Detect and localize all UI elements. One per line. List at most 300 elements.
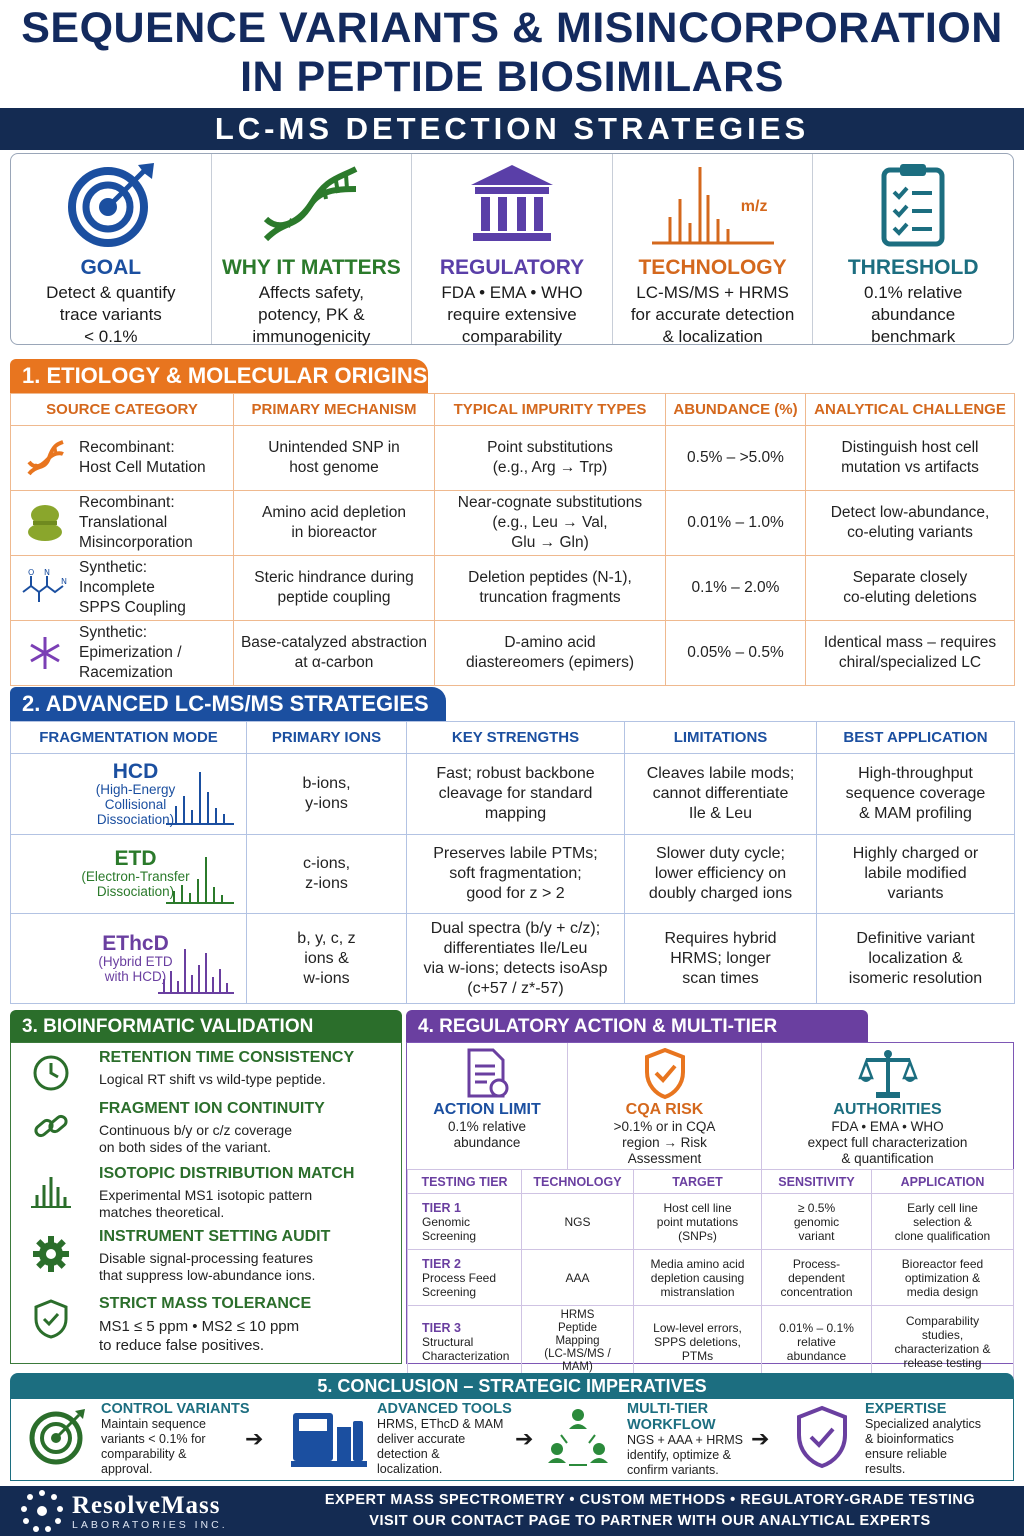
summary-panel xyxy=(10,153,1014,345)
cell-line: Preserves labile PTMs; xyxy=(433,845,598,862)
cell-line: (c+57 / z*-57) xyxy=(467,979,564,997)
card-action-limit xyxy=(407,1043,567,1169)
technology-cell xyxy=(522,1194,634,1250)
technology-cell xyxy=(522,1306,634,1378)
cell-line: localization. xyxy=(377,1462,443,1476)
cell-line: MAM) xyxy=(562,1361,593,1373)
institution-icon xyxy=(412,158,612,250)
cell-line: Dissociation) xyxy=(96,884,175,899)
summary-text xyxy=(11,282,211,348)
cell-line: that suppress low-abundance ions. xyxy=(99,1267,316,1283)
cell-line: isomeric resolution xyxy=(848,969,983,987)
cell-line: Peptide xyxy=(557,1322,597,1334)
section3-title: 3. BIOINFORMATIC VALIDATION xyxy=(10,1010,402,1044)
source-cell xyxy=(11,558,233,618)
gear-icon xyxy=(31,1234,71,1274)
summary-heading: THRESHOLD xyxy=(847,256,979,279)
cell-line: ensure reliable xyxy=(865,1447,947,1461)
challenge-cell xyxy=(806,491,1015,556)
cell-line: detection & xyxy=(377,1447,440,1461)
title-line-1: SEQUENCE VARIANTS & MISINCORPORATION xyxy=(21,4,1003,52)
summary-line: FDA • EMA • WHO xyxy=(441,283,583,302)
cell-line: & bioinformatics xyxy=(865,1432,954,1446)
card-heading: AUTHORITIES xyxy=(833,1101,942,1118)
cell-line: (High-Energy xyxy=(95,781,176,797)
cell-line: Ile & Leu xyxy=(688,805,753,822)
conclusion-body xyxy=(377,1401,517,1477)
summary-text xyxy=(813,282,1013,348)
spectrum-icon xyxy=(158,945,234,995)
cell-line: Base-catalyzed abstraction xyxy=(240,634,428,651)
ribosome-icon xyxy=(21,501,69,545)
shield-check-icon xyxy=(31,1299,71,1339)
table-header-row xyxy=(11,722,1015,754)
conclusion-body xyxy=(101,1401,251,1477)
mode-name: ETD xyxy=(114,847,157,870)
summary-line: comparability xyxy=(461,327,563,346)
summary-technology xyxy=(612,154,813,344)
cell-line: mapping xyxy=(484,805,547,822)
summary-why-it-matters xyxy=(211,154,412,344)
cell-line: optimization & xyxy=(904,1270,981,1285)
cell-line: confirm variants. xyxy=(627,1463,719,1477)
cell-line: Unintended SNP in xyxy=(268,439,400,456)
impurity-cell xyxy=(435,491,666,556)
cell-line: 0.01% – 0.1% xyxy=(779,1320,854,1335)
table-row xyxy=(408,1306,1014,1378)
summary-line: LC-MS/MS + HRMS xyxy=(636,283,789,302)
abundance-cell: 0.01% – 1.0% xyxy=(666,491,806,556)
page-title xyxy=(0,4,1024,102)
cell-line: ≥ 0.5% xyxy=(797,1200,836,1215)
source-text xyxy=(79,493,193,553)
cell-line: comparability & xyxy=(101,1447,187,1461)
summary-line: Affects safety, xyxy=(258,283,364,302)
cell-line: release testing xyxy=(903,1355,982,1370)
cell-line: Dissociation) xyxy=(96,811,175,827)
column-header: LIMITATIONS xyxy=(625,722,817,754)
summary-line: < 0.1% xyxy=(84,327,138,346)
cell-line: expect full characterization xyxy=(807,1135,968,1150)
target-cell xyxy=(634,1194,762,1250)
cell-line: studies, xyxy=(921,1327,964,1342)
section5-title: 5. CONCLUSION – STRATEGIC IMPERATIVES xyxy=(10,1373,1014,1399)
cell-line: Screening xyxy=(422,1228,477,1243)
cell-line: on both sides of the variant. xyxy=(99,1139,271,1155)
table-row xyxy=(11,914,1015,1004)
mode-name: HCD xyxy=(112,759,159,783)
cell-line: Requires hybrid xyxy=(664,929,777,947)
target-cell xyxy=(634,1306,762,1378)
tier-cell xyxy=(408,1194,522,1250)
shield-check-icon xyxy=(568,1043,761,1101)
target-icon xyxy=(29,1407,87,1465)
column-header: SOURCE CATEGORY xyxy=(11,394,234,426)
cell-line: variants < 0.1% for xyxy=(101,1432,206,1446)
summary-line: benchmark xyxy=(871,327,956,346)
cell-line: Low-level errors, xyxy=(653,1320,742,1335)
column-header: ABUNDANCE (%) xyxy=(666,394,806,426)
challenge-cell xyxy=(806,556,1015,621)
tier-cell xyxy=(408,1306,522,1378)
cell-line: Incomplete xyxy=(79,579,155,596)
challenge-cell xyxy=(806,621,1015,686)
card-cqa-risk xyxy=(567,1043,761,1169)
summary-line: immunogenicity xyxy=(252,327,371,346)
impurity-cell xyxy=(435,556,666,621)
logo-icon xyxy=(20,1489,64,1533)
cell-line: (LC-MS/MS / xyxy=(544,1348,611,1360)
cell-line: SPPS deletions, xyxy=(654,1334,741,1349)
cell-line: Screening xyxy=(422,1284,477,1299)
cell-line: Disable signal-processing features xyxy=(99,1250,313,1266)
cell-line: deliver accurate xyxy=(377,1432,466,1446)
cell-line: Genomic xyxy=(422,1214,471,1229)
ions-cell xyxy=(247,914,407,1004)
cell-line: >0.1% or in CQA xyxy=(613,1119,716,1134)
cell-line: localization & xyxy=(868,949,963,967)
logo-subtitle: LABORATORIES INC. xyxy=(72,1519,228,1531)
cell-line: Comparability xyxy=(905,1313,980,1328)
cell-line: Point substitutions xyxy=(487,439,613,456)
summary-line: & localization xyxy=(662,327,763,346)
cell-line: clone qualification xyxy=(894,1228,991,1243)
cell-line: HRMS xyxy=(560,1309,595,1321)
checklist-icon xyxy=(813,158,1013,250)
impurity-cell xyxy=(435,426,666,491)
shield-check-icon xyxy=(795,1405,849,1469)
cell-line: c-ions, xyxy=(302,855,351,872)
conclusion-heading: MULTI-TIER xyxy=(627,1401,709,1417)
summary-line: Detect & quantify xyxy=(46,283,176,302)
cell-line: depletion causing xyxy=(650,1270,745,1285)
cell-line: Media amino acid xyxy=(650,1256,745,1271)
column-header: PRIMARY IONS xyxy=(247,722,407,754)
cell-line: b-ions, xyxy=(302,775,351,792)
conclusion-text xyxy=(101,1417,251,1477)
column-header: KEY STRENGTHS xyxy=(407,722,625,754)
cell-line: host genome xyxy=(289,459,379,476)
mode-cell-ethcd xyxy=(11,914,247,1004)
chain-link-icon xyxy=(31,1106,71,1146)
strengths-cell xyxy=(407,754,625,835)
svg-text:O: O xyxy=(28,568,35,577)
spectrum-icon xyxy=(166,855,234,905)
cell-line: abundance xyxy=(453,1135,521,1150)
cell-line: characterization & xyxy=(894,1341,991,1356)
column-header: BEST APPLICATION xyxy=(817,722,1015,754)
cell-line: selection & xyxy=(913,1214,972,1229)
application-cell xyxy=(817,754,1015,835)
cell-line: via w-ions; detects isoAsp xyxy=(423,959,608,977)
logo-name: ResolveMass xyxy=(72,1492,221,1519)
limitations-cell xyxy=(625,754,817,835)
cell-line: cleavage for standard xyxy=(438,785,593,802)
cell-line: Racemization xyxy=(79,664,173,681)
cell-line: Definitive variant xyxy=(856,929,975,947)
scales-icon xyxy=(762,1043,1013,1101)
cell-line: Steric hindrance during xyxy=(254,569,414,586)
cell-line: Characterization xyxy=(422,1348,510,1363)
arrow-right-icon: ➔ xyxy=(515,1427,534,1452)
etiology-table xyxy=(10,393,1015,686)
cell-line: (Hybrid ETD xyxy=(98,953,173,969)
team-cycle-icon xyxy=(545,1405,611,1471)
section1-title: 1. ETIOLOGY & MOLECULAR ORIGINS xyxy=(10,359,428,393)
abundance-cell: 0.5% – >5.0% xyxy=(666,426,806,491)
cell-line: MS1 ≤ 5 ppm • MS2 ≤ 10 ppm xyxy=(99,1318,300,1335)
subtitle-bar: LC-MS DETECTION STRATEGIES xyxy=(0,108,1024,150)
validation-heading: FRAGMENT ION CONTINUITY xyxy=(99,1100,325,1117)
column-header: SENSITIVITY xyxy=(762,1170,872,1194)
cell-line: Glu → Gln) xyxy=(511,534,589,551)
abundance-cell: 0.1% – 2.0% xyxy=(666,556,806,621)
cell-line: dependent xyxy=(788,1270,845,1285)
clock-icon xyxy=(31,1053,71,1093)
cell-line: Logical RT shift vs wild-type peptide. xyxy=(99,1071,326,1087)
cell-line: z-ions xyxy=(305,875,348,892)
conclusion-heading: CONTROL VARIANTS xyxy=(101,1401,250,1417)
bar-pattern-icon xyxy=(31,1171,71,1211)
cell-line: relative xyxy=(797,1334,836,1349)
cell-line: Mapping xyxy=(555,1335,600,1347)
arrow-right-icon: ➔ xyxy=(245,1427,264,1452)
cell-line: results. xyxy=(865,1462,906,1476)
cell-line: Deletion peptides (N-1), xyxy=(468,569,632,586)
molecule-icon xyxy=(21,568,69,608)
section4-title: 4. REGULATORY ACTION & MULTI-TIER xyxy=(406,1010,868,1044)
cell-line: cannot differentiate xyxy=(652,785,789,802)
column-header: TECHNOLOGY xyxy=(522,1170,634,1194)
cell-line: abundance xyxy=(786,1348,847,1363)
cell-line: co-eluting variants xyxy=(847,524,973,541)
validation-heading: INSTRUMENT SETTING AUDIT xyxy=(99,1228,331,1245)
cell-line: b, y, c, z xyxy=(297,929,356,947)
conclusion-heading: EXPERTISE xyxy=(865,1401,947,1417)
footer-services: EXPERT MASS SPECTROMETRY • CUSTOM METHODS • REGULATORY-GRADE TESTING xyxy=(324,1492,976,1508)
title-line-2: IN PEPTIDE BIOSIMILARS xyxy=(240,53,784,101)
mechanism-cell xyxy=(234,426,435,491)
mode-name: EThcD xyxy=(102,931,169,955)
cell-line: Recombinant: xyxy=(79,494,175,511)
cell-line: Identical mass – requires xyxy=(823,634,997,651)
target-cell xyxy=(634,1250,762,1306)
application-cell xyxy=(872,1250,1014,1306)
mechanism-cell xyxy=(234,621,435,686)
cell-line: diastereomers (epimers) xyxy=(466,654,634,671)
cell-line: good for z > 2 xyxy=(466,885,565,902)
card-heading: CQA RISK xyxy=(625,1101,704,1118)
cell-line: y-ions xyxy=(305,795,348,812)
table-header-row xyxy=(408,1170,1014,1194)
limitations-cell xyxy=(625,914,817,1004)
tier-name: TIER 1 xyxy=(422,1200,461,1215)
table-row xyxy=(11,556,1015,621)
source-cell xyxy=(11,493,233,553)
card-heading: ACTION LIMIT xyxy=(433,1101,541,1118)
asterisk-icon xyxy=(21,633,69,673)
cell-line: scan times xyxy=(682,969,759,987)
cell-line: SPPS Coupling xyxy=(79,599,186,616)
cell-line: Collisional xyxy=(104,796,167,812)
table-header-row xyxy=(11,394,1015,426)
cell-line: mistranslation xyxy=(660,1284,735,1299)
cell-line: Distinguish host cell xyxy=(841,439,979,456)
cell-line: Early cell line xyxy=(907,1200,978,1215)
cell-line: Separate closely xyxy=(852,569,968,586)
cell-line: identify, optimize & xyxy=(627,1448,731,1462)
cell-line: & quantification xyxy=(841,1151,934,1166)
cell-line: soft fragmentation; xyxy=(449,865,582,882)
footer xyxy=(0,1486,1024,1536)
cell-line: High-throughput xyxy=(858,765,973,782)
source-cell xyxy=(11,623,233,683)
cell-line: NGS xyxy=(564,1214,591,1229)
application-cell xyxy=(872,1306,1014,1378)
cell-line: point mutations xyxy=(656,1214,739,1229)
cell-line: Assessment xyxy=(627,1151,702,1166)
cell-line: Dual spectra (b/y + c/z); xyxy=(430,919,601,937)
summary-threshold xyxy=(812,154,1013,344)
source-text xyxy=(79,623,182,683)
cell-line: Maintain sequence xyxy=(101,1417,206,1431)
cell-line: Epimerization / xyxy=(79,644,182,661)
instrument-icon xyxy=(291,1407,367,1469)
cell-line: (Electron-Transfer xyxy=(81,869,190,884)
footer-cta[interactable]: VISIT OUR CONTACT PAGE TO PARTNER WITH OUR ANALYTICAL EXPERTS xyxy=(369,1513,931,1529)
application-cell xyxy=(817,914,1015,1004)
cell-line: Host Cell Mutation xyxy=(79,459,206,476)
target-icon xyxy=(11,158,211,250)
spectrum-icon xyxy=(166,770,234,826)
cell-line: chiral/specialized LC xyxy=(838,654,982,671)
cell-line: Specialized analytics xyxy=(865,1417,982,1431)
table-row xyxy=(11,754,1015,835)
dna-icon xyxy=(21,436,69,480)
conclusion-body xyxy=(627,1401,770,1478)
mode-cell-hcd xyxy=(11,754,247,835)
limitations-cell xyxy=(625,835,817,914)
cell-line: & MAM profiling xyxy=(859,805,972,822)
cell-line: Recombinant: xyxy=(79,439,175,456)
cell-line: variants xyxy=(887,885,944,902)
validation-heading: STRICT MASS TOLERANCE xyxy=(99,1295,312,1312)
cell-line: Highly charged or xyxy=(852,845,979,862)
cell-line: variant xyxy=(798,1228,835,1243)
cell-line: region → Risk xyxy=(622,1135,707,1150)
ions-cell xyxy=(247,835,407,914)
sensitivity-cell xyxy=(762,1194,872,1250)
cell-line: with HCD) xyxy=(104,968,167,984)
cell-line: sequence coverage xyxy=(845,785,986,802)
strengths-cell xyxy=(407,914,625,1004)
tier-name: TIER 3 xyxy=(422,1320,461,1335)
column-header: PRIMARY MECHANISM xyxy=(234,394,435,426)
spectrum-icon xyxy=(613,158,813,250)
regulatory-panel xyxy=(406,1042,1014,1373)
sensitivity-cell xyxy=(762,1250,872,1306)
cell-line: genomic xyxy=(793,1214,840,1229)
section2-title: 2. ADVANCED LC-MS/MS STRATEGIES xyxy=(10,687,446,721)
application-cell xyxy=(872,1194,1014,1250)
summary-goal xyxy=(11,154,211,344)
summary-heading: REGULATORY xyxy=(439,256,585,279)
summary-line: require extensive xyxy=(447,305,577,324)
screening-table xyxy=(407,1169,1014,1378)
validation-heading: ISOTOPIC DISTRIBUTION MATCH xyxy=(99,1165,355,1182)
validation-panel xyxy=(10,1042,402,1364)
summary-line: abundance xyxy=(871,305,956,324)
cell-line: HRMS, EThcD & MAM xyxy=(377,1417,504,1431)
cell-line: Synthetic: xyxy=(79,559,148,576)
cell-line: (e.g., Leu → Val, xyxy=(492,514,608,531)
cell-line: Process- xyxy=(792,1256,841,1271)
ions-cell xyxy=(247,754,407,835)
cell-line: Amino acid depletion xyxy=(262,504,406,521)
conclusion-text xyxy=(627,1433,767,1478)
cell-line: NGS + AAA + HRMS xyxy=(627,1433,744,1447)
abundance-cell: 0.05% – 0.5% xyxy=(666,621,806,686)
cell-line: lower efficiency on xyxy=(654,865,787,882)
fragmentation-table xyxy=(10,721,1015,1004)
summary-heading: WHY IT MATTERS xyxy=(221,256,401,279)
column-header: TESTING TIER xyxy=(408,1170,522,1194)
tier-name: TIER 2 xyxy=(422,1256,461,1271)
svg-text:N: N xyxy=(44,568,50,577)
impurity-cell xyxy=(435,621,666,686)
summary-line: potency, PK & xyxy=(258,305,365,324)
card-text xyxy=(762,1119,1013,1167)
tier-cell xyxy=(408,1250,522,1306)
cell-line: D-amino acid xyxy=(504,634,596,651)
svg-text:N: N xyxy=(61,577,67,586)
table-row xyxy=(408,1250,1014,1306)
summary-text xyxy=(613,282,813,348)
card-text xyxy=(407,1119,567,1151)
conclusion-text xyxy=(377,1417,517,1477)
cell-line: Process Feed xyxy=(422,1270,497,1285)
dna-icon xyxy=(212,158,412,250)
strengths-cell xyxy=(407,835,625,914)
cell-line: Slower duty cycle; xyxy=(656,845,785,862)
column-header: FRAGMENTATION MODE xyxy=(11,722,247,754)
cell-line: Host cell line xyxy=(663,1200,732,1215)
cell-line: (e.g., Arg → Trp) xyxy=(492,459,608,476)
cell-line: Bioreactor feed xyxy=(901,1256,984,1271)
validation-text xyxy=(99,1187,399,1221)
summary-heading: TECHNOLOGY xyxy=(638,256,787,279)
cell-line: w-ions xyxy=(303,969,350,987)
summary-regulatory xyxy=(411,154,612,344)
cell-line: Synthetic: xyxy=(79,624,148,641)
cell-line: matches theoretical. xyxy=(99,1204,225,1220)
application-cell xyxy=(817,835,1015,914)
cell-line: HRMS; longer xyxy=(670,949,771,967)
cell-line: to reduce false positives. xyxy=(99,1337,265,1354)
cell-line: in bioreactor xyxy=(291,524,377,541)
table-row xyxy=(11,426,1015,491)
cell-line: Experimental MS1 isotopic pattern xyxy=(99,1187,313,1203)
cell-line: (SNPs) xyxy=(678,1228,717,1243)
cell-line: Detect low-abundance, xyxy=(830,504,990,521)
cell-line: Near-cognate substitutions xyxy=(457,494,643,511)
cell-line: peptide coupling xyxy=(277,589,391,606)
cell-line: Misincorporation xyxy=(79,534,193,551)
mz-label: m/z xyxy=(740,198,768,215)
technology-cell xyxy=(522,1250,634,1306)
cell-line: media design xyxy=(906,1284,979,1299)
validation-heading: RETENTION TIME CONSISTENCY xyxy=(99,1049,355,1066)
